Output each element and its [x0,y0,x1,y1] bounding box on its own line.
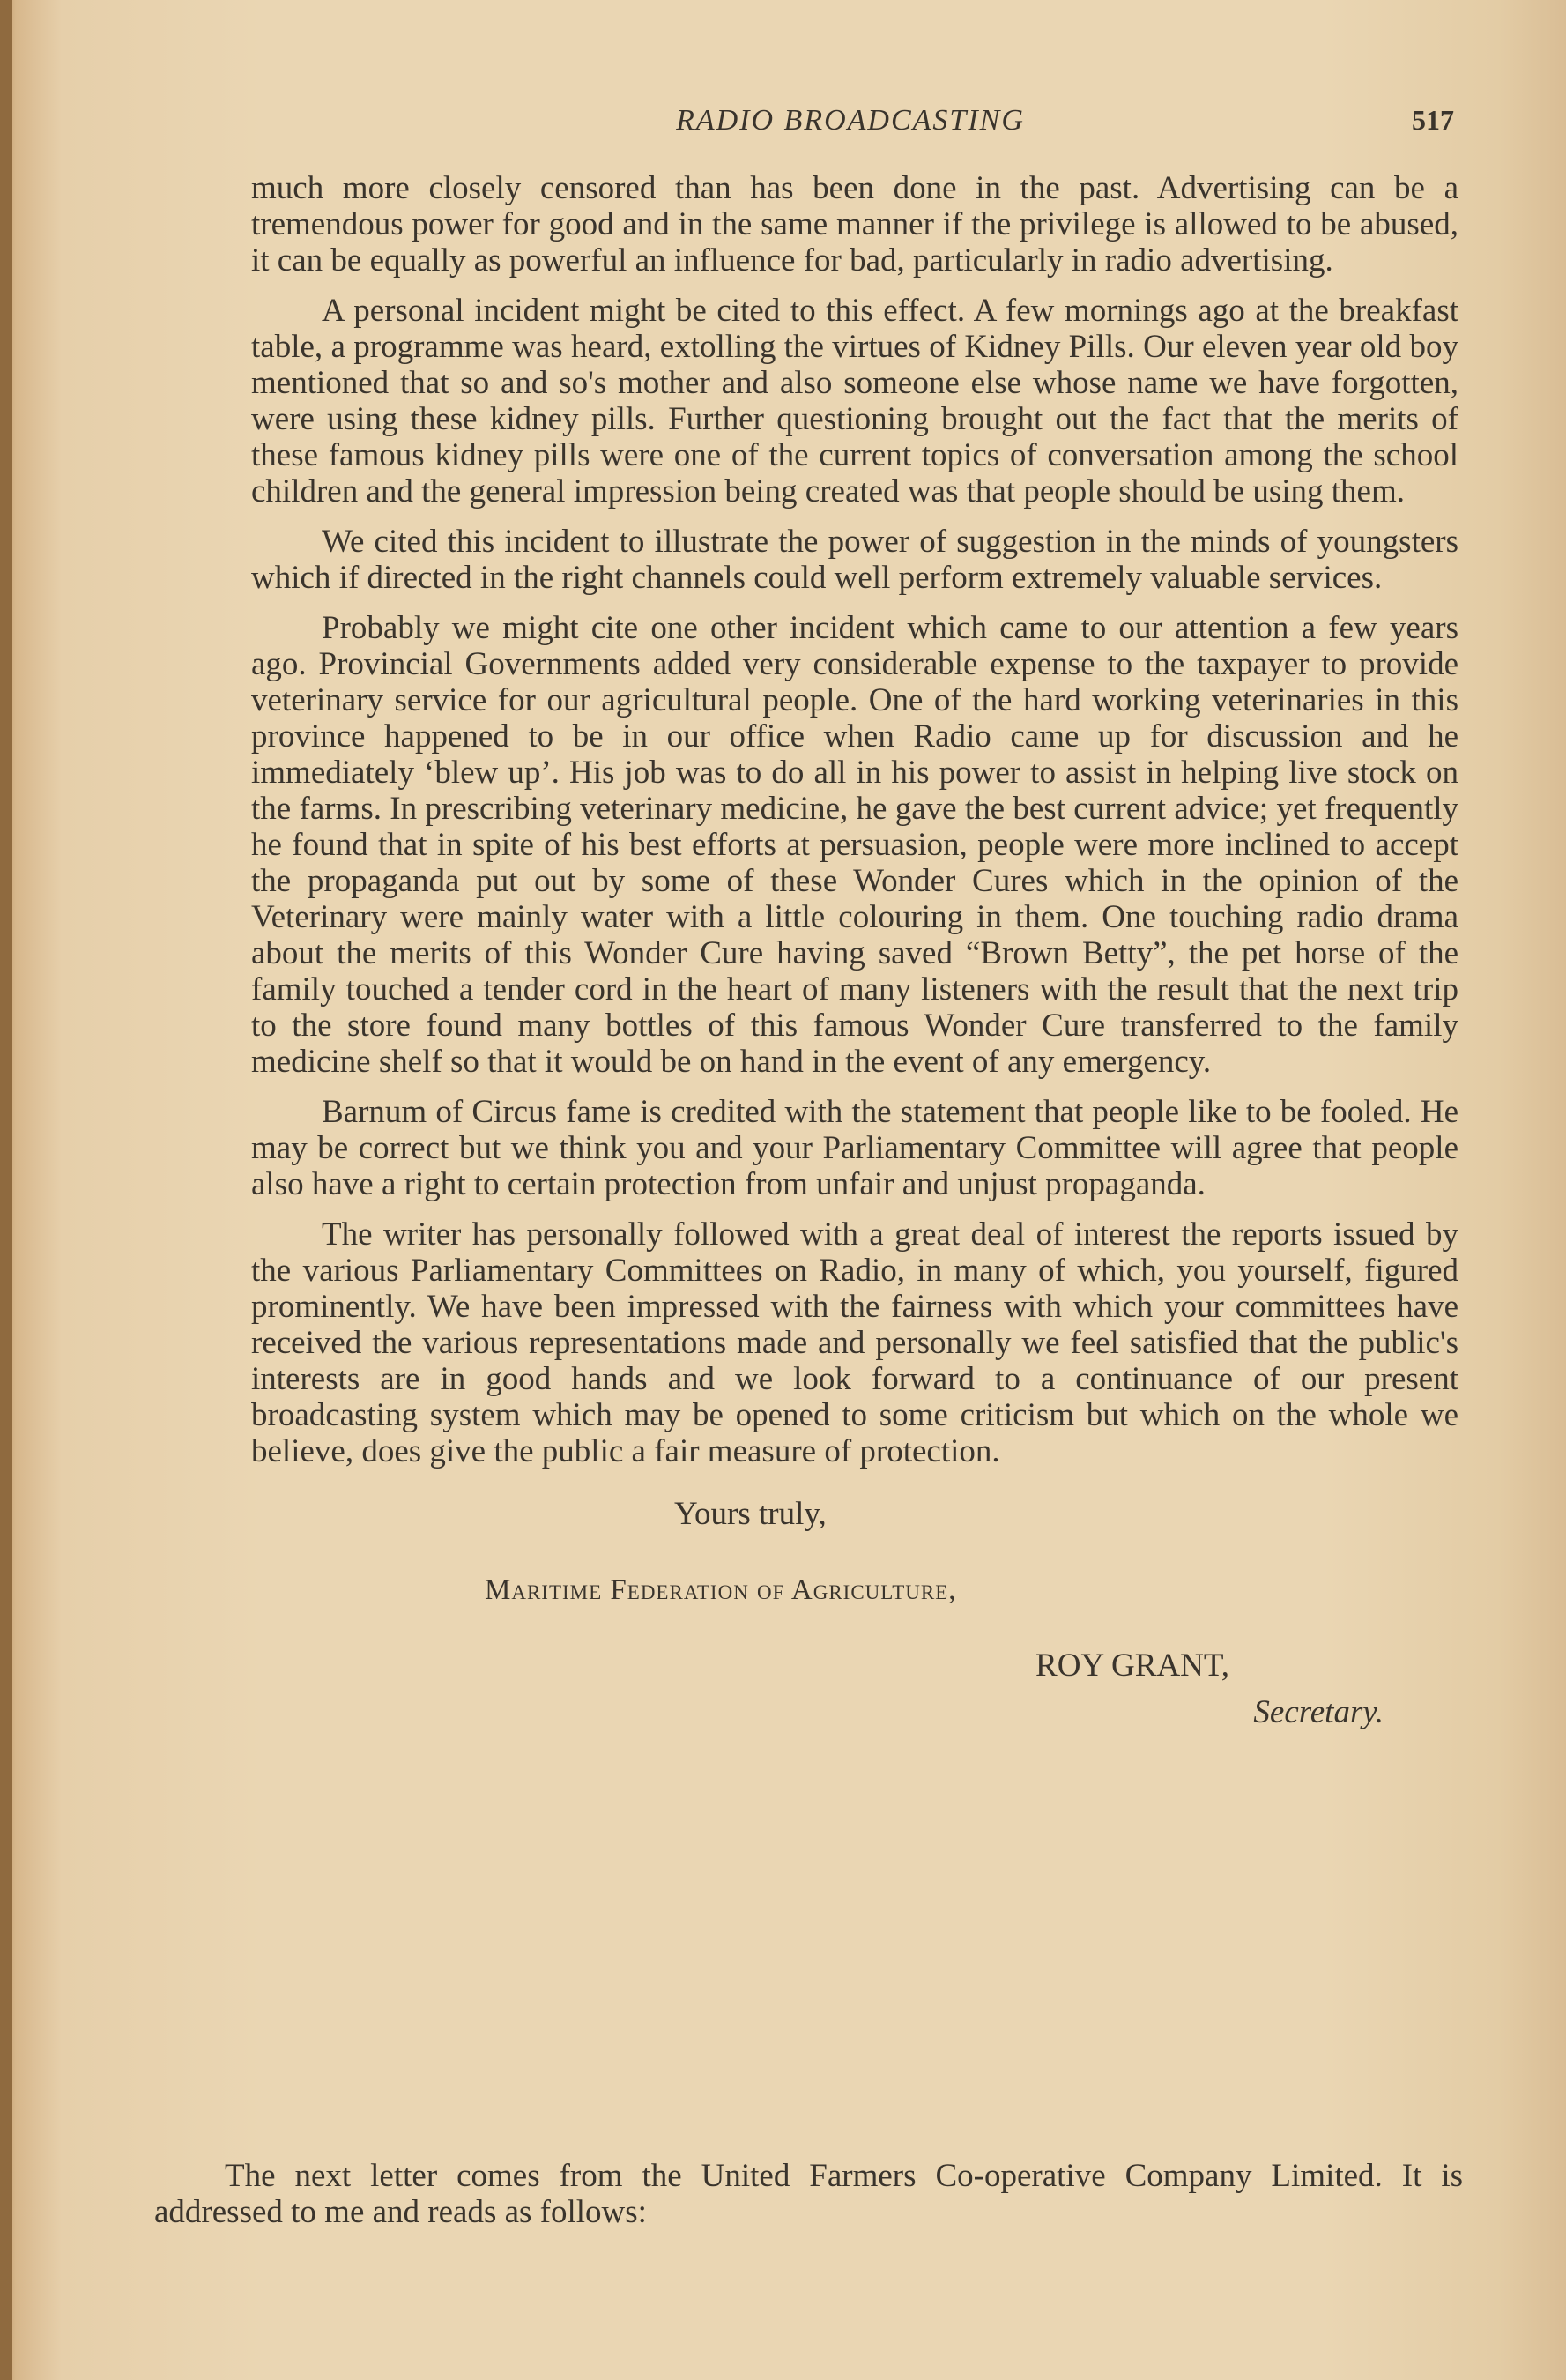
paragraph: The writer has personally followed with a great deal of interest the reports issued by the various Parliamentary Committees on Radio, in many of which, you yourself, figured prominently. We have been impressed with the fairness with which your committees have received the various representations made and personally we feel satisfied that the public's interests are in good hands and we look forward to a continuance of our present broadcasting system which may be opened to some criticism but which on the whole we believe, does give the public a fair measure of protection. [251,1216,1458,1469]
organization-name: Maritime Federation of Agriculture, [485,1574,957,1606]
paragraph: Barnum of Circus fame is credited with the statement that people like to be fooled. He may be correct but we think you and your Parliamentary Committee will agree that people also have a right to certain protection from unfair and unjust propaganda. [251,1094,1458,1202]
signer-title: Secretary. [1253,1694,1384,1730]
signer-name: ROY GRANT, [1035,1647,1229,1684]
paragraph: much more closely censored than has been done in the past. Advertising can be a tremendous power for good and in the same manner if the privilege is allowed to be abused, it can be equally as powerful an influence for bad, particularly in radio advertising. [251,170,1458,279]
paragraph: Probably we might cite one other incident which came to our attention a few years ago. Provincial Governments added very considerable expense to the taxpayer to provide veterinary service for our agricultural people. One of the hard working veterinaries in this province happened to be in our office when Radio came up for discussion and he immediately ‘blew up’. His job was to do all in his power to assist in helping live stock on the farms. In prescribing veterinary medicine, he gave the best current advice; yet frequently he found that in spite of his best efforts at persuasion, people were more inclined to accept the propaganda put out by some of these Wonder Cures which in the opinion of the Veterinary were mainly water with a little colouring in them. One touching radio drama about the merits of this Wonder Cure having saved “Brown Betty”, the pet horse of the family touched a tender cord in the heart of many listeners with the result that the next trip to the store found many bottles of this famous Wonder Cure transferred to the family medicine shelf so that it would be on hand in the event of any emergency. [251,610,1458,1080]
next-paragraph: The next letter comes from the United Farmers Co-operative Company Limited. It is addressed to me and reads as follows: [154,2158,1463,2230]
running-title: RADIO BROADCASTING [676,104,1025,137]
page-number: 517 [1412,104,1454,136]
page-header [247,104,1454,148]
book-spine-edge [0,0,12,2380]
paragraph: A personal incident might be cited to this effect. A few mornings ago at the breakfast table, a programme was heard, extolling the virtues of Kidney Pills. Our eleven year old boy mentioned that so and so's mother and also someone else whose name we have forgotten, were using these kidney pills. Further questioning brought out the fact that the merits of these famous kidney pills were one of the current topics of conversation among the school children and the general impression being created was that people should be using them. [251,293,1458,509]
letter-body [251,170,1458,1730]
paragraph: We cited this incident to illustrate the power of suggestion in the minds of youngsters which if directed in the right channels could well perform extremely valuable services. [251,524,1458,596]
letter-closing: Yours truly, [674,1496,827,1532]
